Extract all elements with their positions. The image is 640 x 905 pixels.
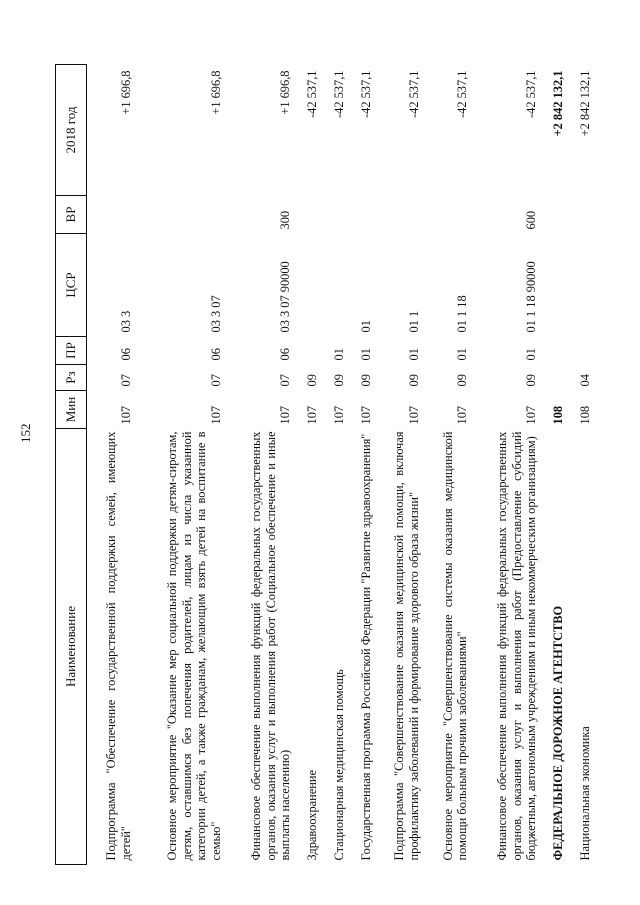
row-rz: 07 [118, 374, 133, 387]
header-min: Мин [56, 391, 87, 429]
row-name: Финансовое обеспечение выполнения функций федеральных государственных органов, оказания услуг и выполнения работ (Социальное обеспечение и иные выплаты населению) [249, 431, 293, 861]
header-csr: ЦСР [56, 234, 87, 337]
row-min: 107 [332, 405, 347, 425]
row-vr [424, 196, 472, 234]
row-csr [295, 234, 322, 337]
row-rz [541, 365, 568, 391]
table-row [541, 65, 568, 865]
row-amount: -42 537,1 [359, 70, 374, 118]
row-csr: 01 1 18 [455, 295, 470, 333]
row-pr [295, 337, 322, 365]
row-min: 107 [209, 405, 224, 425]
row-vr [541, 196, 568, 234]
row-amount: +2 842 132,1 [578, 70, 593, 137]
row-vr [568, 196, 595, 234]
row-vr: 600 [524, 210, 539, 230]
row-rz: 09 [359, 374, 374, 387]
row-name: Подпрограмма "Обеспечение государственной поддержки семей, имеющих детей" [104, 431, 133, 861]
row-pr: 06 [278, 348, 293, 361]
row-min: 107 [524, 405, 539, 425]
row-min: 107 [278, 405, 293, 425]
row-csr: 01 1 [407, 310, 422, 333]
row-name: Основное мероприятие "Совершенствование системы оказания медицинской помощи больным прочими заболеваниями" [440, 431, 470, 861]
row-csr: 01 1 18 90000 [524, 261, 539, 333]
row-vr [322, 196, 349, 234]
header-name: Наименование [56, 429, 87, 865]
table-header-row [56, 65, 87, 865]
row-amount: +1 696,8 [118, 70, 133, 115]
row-amount: -42 537,1 [407, 70, 422, 118]
rotated-page [55, 65, 595, 865]
row-pr: 01 [407, 348, 422, 361]
row-name: Финансовое обеспечение выполнения функций федеральных государственных органов, оказания услуг и выполнения работ (Предоставление субсидий бюджетным, автономным учреждениям и иным некоммерческим организациям) [495, 431, 539, 861]
row-amount: -42 537,1 [524, 70, 539, 118]
row-rz: 09 [524, 374, 539, 387]
row-csr: 01 [359, 320, 374, 333]
row-name: Стационарная медицинская помощь [332, 669, 347, 861]
row-rz: 09 [305, 374, 320, 387]
row-name: Здравоохранение [305, 769, 320, 861]
row-name: ФЕДЕРАЛЬНОЕ ДОРОЖНОЕ АГЕНТСТВО [551, 605, 566, 861]
row-min: 107 [305, 405, 320, 425]
row-amount: -42 537,1 [305, 70, 320, 118]
row-amount: +1 696,8 [209, 70, 224, 115]
row-pr: 06 [118, 348, 133, 361]
row-csr: 03 3 [118, 310, 133, 333]
row-min: 108 [551, 405, 566, 425]
row-csr: 03 3 07 90000 [278, 261, 293, 333]
table-row [135, 65, 225, 865]
row-csr: 03 3 07 [209, 295, 224, 333]
row-pr: 01 [524, 348, 539, 361]
row-pr: 06 [209, 348, 224, 361]
table-row [472, 65, 541, 865]
row-amount: -42 537,1 [455, 70, 470, 118]
row-name: Национальная экономика [578, 726, 593, 861]
row-csr [322, 234, 349, 337]
header-rz: Рз [56, 365, 87, 391]
row-vr [376, 196, 424, 234]
row-vr [87, 196, 136, 234]
row-name: Основное мероприятие "Оказание мер социальной поддержки детям-сиротам, детям, оставшимся без попечения родителей, лицам из числа указанной категории детей, а также гражданам, желающим взять детей на воспитание в семью" [165, 431, 224, 861]
row-rz: 09 [332, 374, 347, 387]
row-rz: 07 [209, 374, 224, 387]
table-body [87, 65, 596, 865]
page-number: 152 [18, 423, 33, 443]
row-pr [541, 337, 568, 365]
table-row [349, 65, 376, 865]
row-min: 107 [455, 405, 470, 425]
row-rz: 09 [455, 374, 470, 387]
table-row [226, 65, 295, 865]
row-vr [295, 196, 322, 234]
budget-table [55, 64, 595, 865]
row-csr [568, 234, 595, 337]
row-name: Государственная программа Российской Федерации "Развитие здравоохранения" [359, 433, 374, 861]
table-row [322, 65, 349, 865]
row-amount: +2 842 132,1 [551, 70, 566, 137]
header-vr: ВР [56, 196, 87, 234]
table-row [295, 65, 322, 865]
row-csr [541, 234, 568, 337]
header-pr: ПР [56, 337, 87, 365]
table-row [424, 65, 472, 865]
row-name: Подпрограмма "Совершенствование оказания медицинской помощи, включая профилактику заболеваний и формирование здорового образа жизни" [392, 431, 422, 861]
table-row [568, 65, 595, 865]
row-min: 108 [578, 405, 593, 425]
row-min: 107 [118, 405, 133, 425]
table-row [376, 65, 424, 865]
row-vr: 300 [278, 210, 293, 230]
row-min: 107 [407, 405, 422, 425]
row-pr [568, 337, 595, 365]
row-rz: 09 [407, 374, 422, 387]
row-amount: -42 537,1 [332, 70, 347, 118]
row-rz: 04 [578, 374, 593, 387]
row-rz: 07 [278, 374, 293, 387]
header-year: 2018 год [56, 65, 87, 196]
row-amount: +1 696,8 [278, 70, 293, 115]
row-vr [135, 196, 225, 234]
row-min: 107 [359, 405, 374, 425]
row-vr [349, 196, 376, 234]
table-row [87, 65, 136, 865]
row-pr: 01 [359, 348, 374, 361]
row-pr: 01 [455, 348, 470, 361]
row-pr: 01 [332, 348, 347, 361]
